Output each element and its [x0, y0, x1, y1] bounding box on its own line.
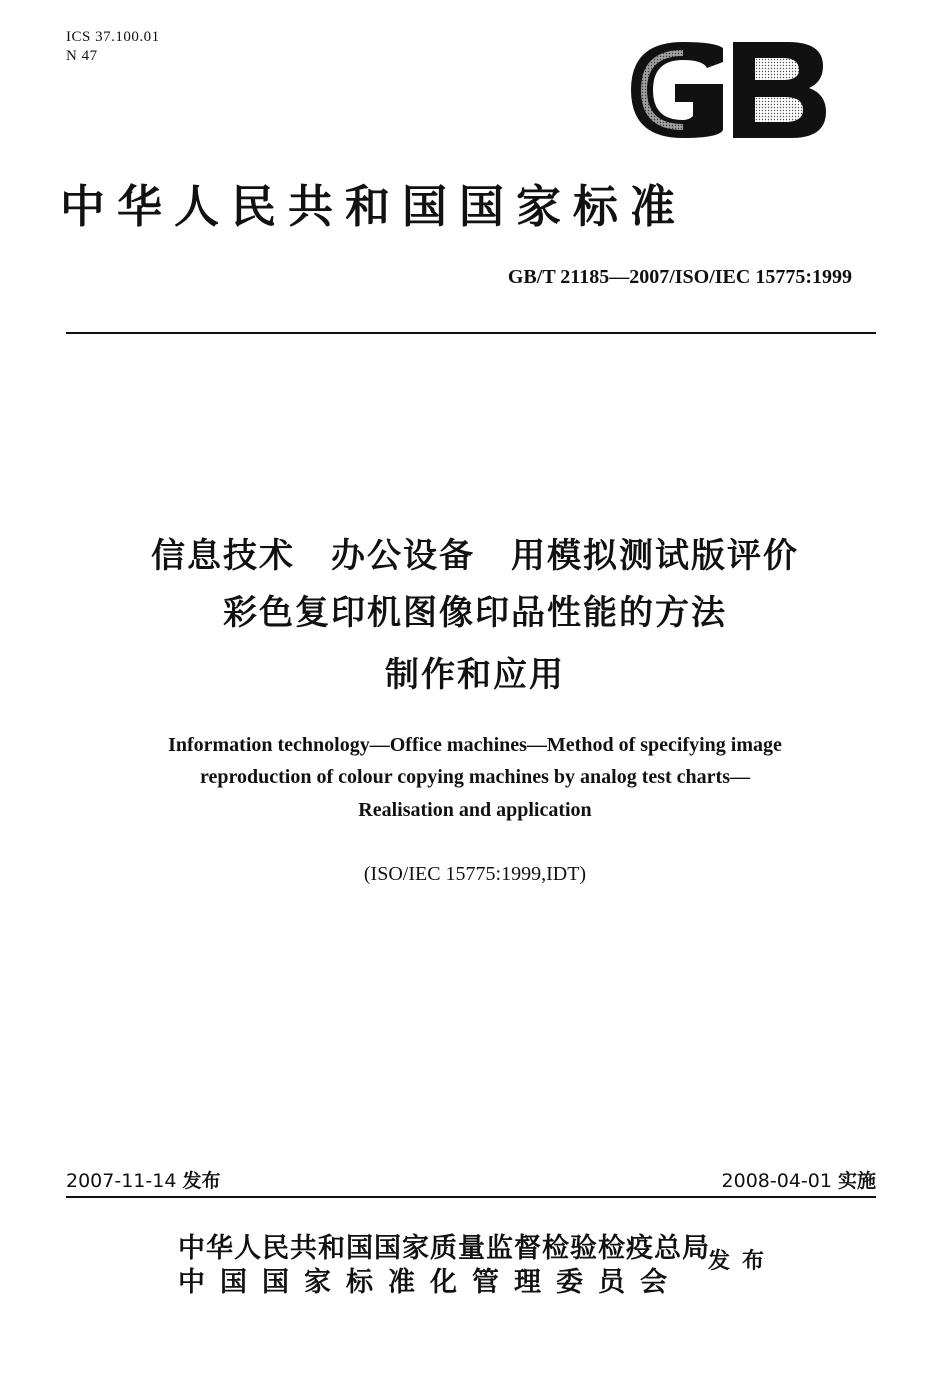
- issue-date-block: [66, 1166, 220, 1193]
- standard-number: GB/T 21185—2007/ISO/IEC 15775:1999: [507, 266, 852, 288]
- issue-label: 发布: [182, 1170, 221, 1192]
- issue-date: 2007-11-14: [66, 1170, 177, 1192]
- ccs-code: N 47: [66, 48, 98, 64]
- classification-codes: [66, 28, 160, 66]
- implementation-date: 2008-04-01: [721, 1170, 832, 1192]
- idt-note: (ISO/IEC 15775:1999,IDT): [363, 863, 587, 885]
- issuer-publish-label: 发布: [708, 1249, 777, 1274]
- english-title-line-2: reproduction of colour copying machines by analog test charts—: [199, 766, 750, 788]
- issuer-line-1: 中华人民共和国国家质量监督检验检疫总局: [178, 1233, 710, 1264]
- national-standard-title: 中华人民共和国国家标准: [60, 180, 688, 233]
- bottom-divider: [66, 1196, 876, 1198]
- chinese-title-line-2: 彩色复印机图像印品性能的方法: [223, 593, 727, 633]
- chinese-title-line-3: 制作和应用: [385, 655, 565, 695]
- implementation-date-block: [722, 1166, 876, 1193]
- gb-logo-icon: [623, 40, 828, 140]
- english-title-line-3: Realisation and application: [358, 799, 592, 821]
- implementation-label: 实施: [837, 1170, 876, 1192]
- issuer-line-2: 中国国家标准化管理委员会: [178, 1267, 682, 1298]
- english-title-line-1: Information technology—Office machines—Method of specifying image: [168, 734, 782, 756]
- ics-code: ICS 37.100.01: [66, 29, 160, 45]
- chinese-title-line-1: 信息技术 办公设备 用模拟测试版评价: [151, 536, 799, 576]
- top-divider: [66, 332, 876, 334]
